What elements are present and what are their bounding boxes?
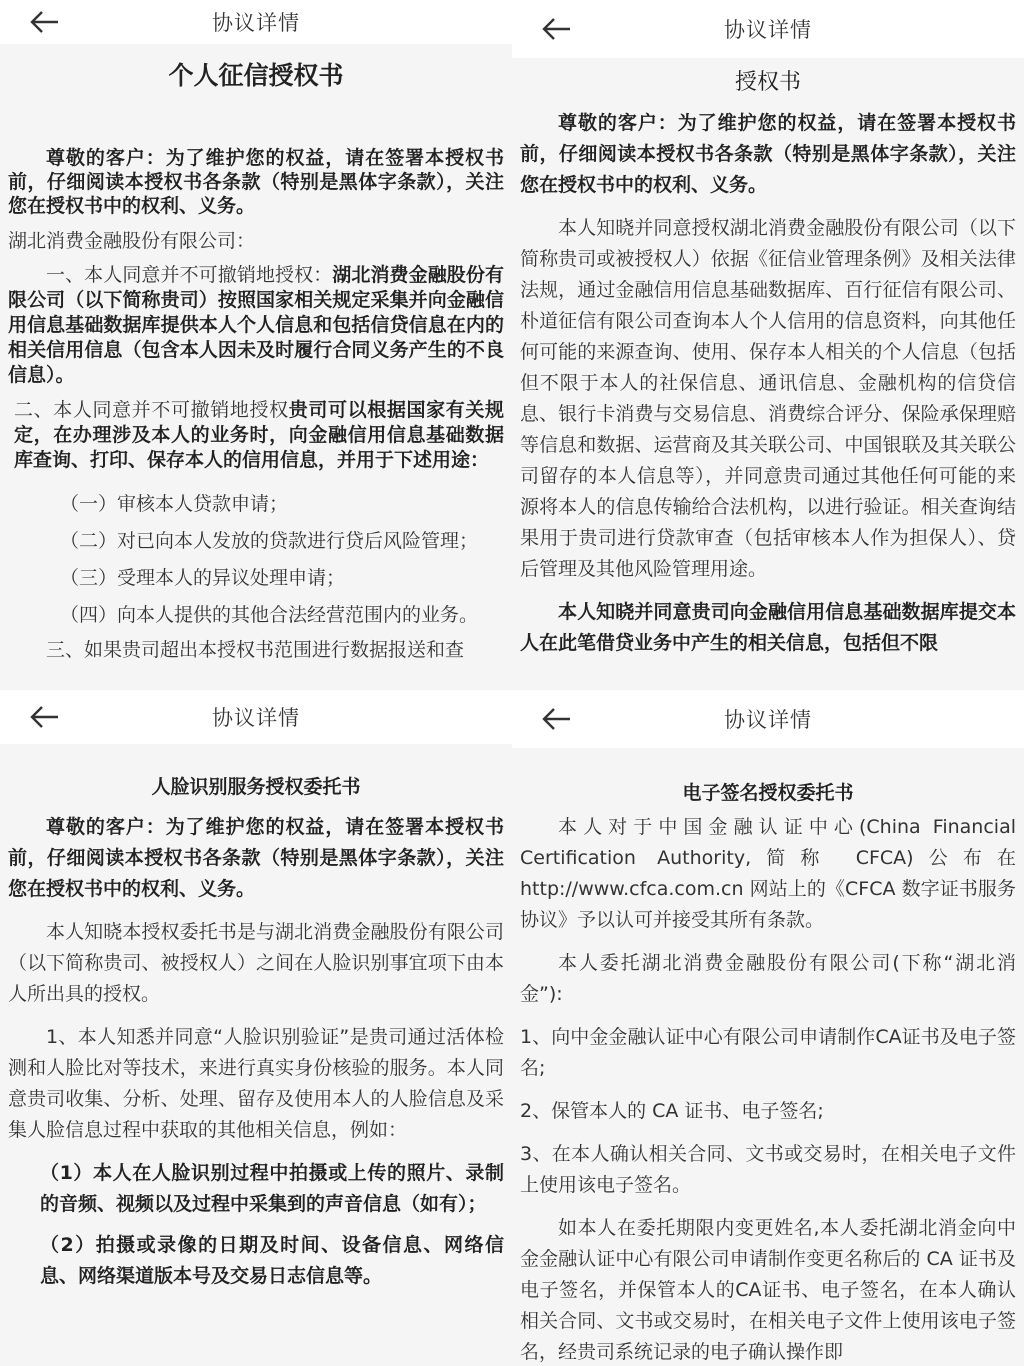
use-item-2: （二）对已向本人发放的贷款进行贷后风险管理； [60,530,479,552]
page-title: 协议详情 [212,11,300,35]
panel-e-signature-authorization [512,690,1024,1366]
bold-paragraph-partial: 本人知晓并同意贵司向金融信用信息基础数据库提交本人在此笔借贷业务中产生的相关信息，包括但不限 [520,601,1016,654]
page-title: 协议详情 [212,706,300,730]
clause-3-partial: 三、如果贵司超出本授权书范围进行数据报送和查 [46,639,465,661]
back-button[interactable] [28,703,60,731]
clause-2: 二、本人同意并不可撤销地授权贵司可以根据国家有关规定，在办理涉及本人的业务时，向金融信用信息基础数据库查询、打印、保存本人的信用信息，并用于下述用途： [14,399,504,471]
use-item-4: （四）向本人提供的其他合法经营范围内的业务。 [60,604,479,626]
panel-authorization-letter [512,0,1024,683]
info-item-1: （1）本人在人脸识别过程中拍摄或上传的照片、录制的音频、视频以及过程中采集到的声音信息（如有）； [40,1162,504,1215]
app-header [0,690,512,744]
back-button[interactable] [540,705,572,733]
intro-paragraph: 尊敬的客户：为了维护您的权益，请在签署本授权书前，仔细阅读本授权书各条款（特别是黑体字条款），关注您在授权书中的权利、义务。 [520,112,1016,196]
entrust-paragraph: 本人委托湖北消费金融股份有限公司(下称“湖北消金”): [520,952,1016,1005]
addressee: 湖北消费金融股份有限公司： [8,230,256,252]
document-content[interactable] [512,778,1024,1366]
app-header [0,0,512,44]
clause-1: 一、本人同意并不可撤销地授权：湖北消费金融股份有限公司（以下简称贵司）按照国家相关规定采集并向金融信用信息基础数据库提供本人个人信息和包括信贷信息在内的相关信用信息（包含本人因未及时履行合同义务产生的不良信息）。 [8,264,504,386]
document-content[interactable] [512,66,1024,659]
arrow-left-icon [540,705,572,733]
page-title: 协议详情 [724,708,812,732]
clause-1: 1、本人知悉并同意“人脸识别验证”是贵司通过活体检测和人脸比对等技术，来进行真实身份核验的服务。本人同意贵司收集、分析、处理、留存及使用本人的人脸信息及采集人脸信息过程中获取的其他相关信息，例如： [8,1026,504,1141]
info-item-2: （2）拍摄或录像的日期及时间、设备信息、网络信息、网络渠道版本号及交易日志信息等。 [40,1234,504,1287]
app-header [512,0,1024,58]
arrow-left-icon [28,8,60,36]
statement-paragraph: 本人知晓本授权委托书是与湖北消费金融股份有限公司（以下简称贵司、被授权人）之间在人脸识别事宜项下由本人所出具的授权。 [8,921,504,1005]
document-content[interactable] [0,56,512,666]
back-button[interactable] [540,15,572,43]
entrust-item-1: 1、向中金金融认证中心有限公司申请制作CA证书及电子签名; [520,1026,1016,1079]
back-button[interactable] [28,8,60,36]
authorization-paragraph: 本人知晓并同意授权湖北消费金融股份有限公司（以下简称贵司或被授权人）依据《征信业管理条例》及相关法律法规，通过金融信用信息基础数据库、百行征信有限公司、朴道征信有限公司查询本人个人信用的信息资料，向其他任何可能的来源查询、使用、保存本人相关的个人信息（包括但不限于本人的社保信息、通讯信息、金融机构的信贷信息、银行卡消费与交易信息、消费综合评分、保险承保理赔等信息和数据、运营商及其关联公司、中国银联及其关联公司留存的本人信息等），并同意贵司通过其他任何可能的来源将本人的信息传输给合法机构，以进行验证。相关查询结果用于贵司进行贷款审查（包括审核本人作为担保人）、贷后管理及其他风险管理用途。 [520,217,1016,580]
document-content[interactable] [0,772,512,1292]
document-title: 个人征信授权书 [168,61,344,90]
entrust-item-3: 3、在本人确认相关合同、文书或交易时，在相关电子文件上使用该电子签名。 [520,1143,1016,1196]
entrust-item-2: 2、保管本人的 CA 证书、电子签名; [520,1100,824,1122]
intro-paragraph: 尊敬的客户：为了维护您的权益，请在签署本授权书前，仔细阅读本授权书各条款（特别是黑体字条款），关注您在授权书中的权利、义务。 [8,147,504,217]
page-title: 协议详情 [724,18,812,42]
cfca-paragraph: 本人对于中国金融认证中心(China Financial Certification Authority,简称 CFCA)公布在 http://www.cfca.com.cn 网站上的《CFCA 数字证书服务协议》予以认可并接受其所有条款。 [520,816,1016,931]
document-title: 电子签名授权委托书 [682,782,854,804]
app-header [512,690,1024,748]
document-title: 授权书 [734,70,801,95]
panel-face-recognition-authorization [0,690,512,1366]
intro-paragraph: 尊敬的客户：为了维护您的权益，请在签署本授权书前，仔细阅读本授权书各条款（特别是黑体字条款），关注您在授权书中的权利、义务。 [8,816,504,900]
document-title: 人脸识别服务授权委托书 [151,776,361,798]
panel-credit-authorization [0,0,512,683]
name-change-paragraph: 如本人在委托期限内变更姓名,本人委托湖北消金向中金金融认证中心有限公司申请制作变更名称后的 CA 证书及电子签名，并保管本人的CA证书、电子签名，在本人确认相关合同、文书或交易时，在相关电子文件上使用该电子签名，经贵司系统记录的电子确认操作即 [520,1217,1016,1363]
use-item-1: （一）审核本人贷款申请； [60,493,289,515]
arrow-left-icon [540,15,572,43]
arrow-left-icon [28,703,60,731]
use-item-3: （三）受理本人的异议处理申请； [60,567,346,589]
